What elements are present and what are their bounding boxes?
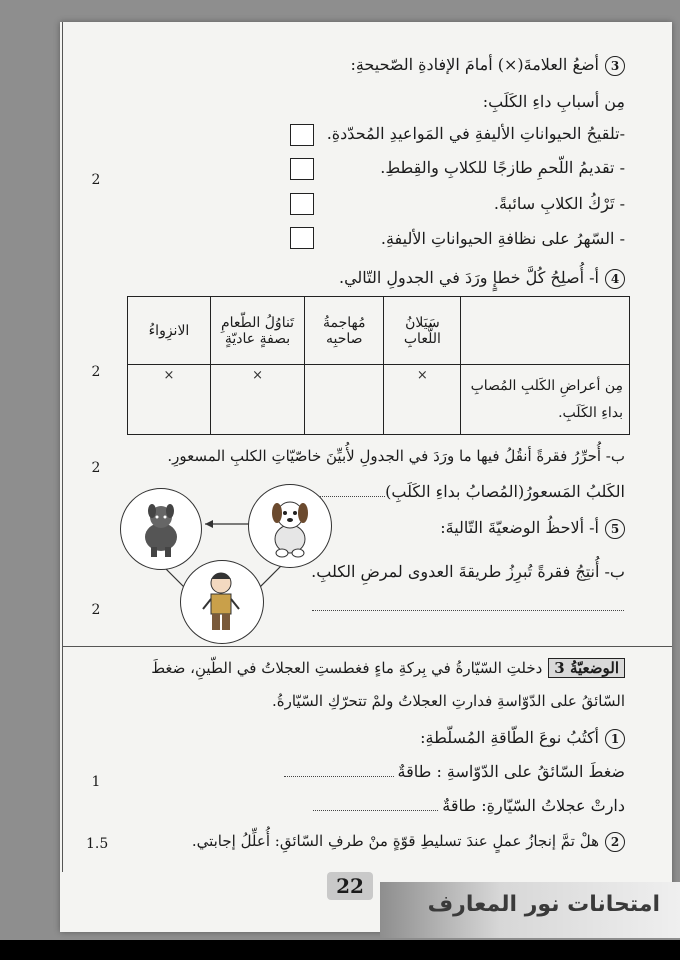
- q5b-instruction: ب- أُنتِجُ فقرةً تُبرِزُ طريقةَ العدوى لمرضِ الكلبِ.: [311, 562, 625, 581]
- q4-header-eating: تَناوُلُ الطّعامِ بصفةٍ عاديّةٍ: [210, 297, 304, 365]
- situation3-line2: السّائقُ على الدّوّاسةِ فدارتِ العجلاتُ ولمْ تتحرّكِ السّيّارةُ.: [271, 692, 625, 710]
- situation3-tag: الوضعيّةُ 3: [548, 658, 625, 678]
- q3-intro: مِن أسبابِ داءِ الكَلَبِ:: [482, 92, 625, 111]
- s3-q1-instruction: 1أكتُبُ نوعَ الطّاقةِ المُسلّطةِ:: [420, 728, 625, 749]
- q4-cell-1[interactable]: ×: [384, 365, 461, 435]
- page-number: 22: [327, 872, 373, 900]
- score-s3-q2: 1.5: [86, 836, 109, 852]
- dog-circle: [248, 484, 332, 568]
- q4b-answer-line: الكَلبُ المَسعورُ(المُصابُ بداءِ الكَلَبِ): [315, 482, 625, 501]
- q3-number: 3: [605, 56, 625, 76]
- q4b-instruction: ب- أُحرِّرُ فقرةً أنقُلُ فيها ما ورَدَ في الجدولِ لأُبيِّنَ خاصّيّاتِ الكلبِ المسعورِ.: [167, 447, 625, 465]
- q5a-instruction: 5أ- ألاحظُ الوضعيّةَ التّاليةَ:: [440, 518, 625, 539]
- score-q3: 2: [91, 172, 101, 188]
- publisher-brand: امتحانات نور المعارف: [427, 892, 660, 917]
- s3-q1-answer1[interactable]: [284, 762, 394, 777]
- s3-q1-number: 1: [605, 729, 625, 749]
- q4-header-empty: [461, 297, 630, 365]
- q3-checkbox-2[interactable]: [290, 158, 314, 180]
- q3-checkbox-3[interactable]: [290, 193, 314, 215]
- s3-q1-answer2[interactable]: [313, 796, 438, 811]
- score-q4a: 2: [91, 364, 101, 380]
- q4-header-salivation: سَيَلانُ اللُّعابِ: [384, 297, 461, 365]
- q5-number: 5: [605, 519, 625, 539]
- q3-checkbox-4[interactable]: [290, 227, 314, 249]
- s3-q2-instruction: 2هلْ تمَّ إنجازُ عملٍ عندَ تسليطِ قوّةٍ منْ طرفِ السّائقِ: أُعلِّلُ إجابتي.: [192, 832, 625, 852]
- q3-option-3: - تَرْكُ الكلابِ سائبةً.: [493, 194, 625, 213]
- q4-number: 4: [605, 269, 625, 289]
- dog-icon: [249, 485, 331, 567]
- infected-dog-circle: [120, 488, 202, 570]
- q4-cell-2[interactable]: [305, 365, 384, 435]
- q4-table: [127, 296, 630, 435]
- score-q5: 2: [91, 602, 101, 618]
- q5b-answer-field[interactable]: [312, 596, 624, 615]
- diagram-arrowhead-1: [205, 520, 213, 528]
- bottom-bar: [0, 940, 680, 960]
- q4-header-isolation: الانزِواءُ: [128, 297, 211, 365]
- boy-circle: [180, 560, 264, 644]
- score-s3-q1: 1: [91, 774, 101, 790]
- section-divider: [62, 646, 672, 647]
- q4-header-attack: مُهاجمةُ صاحبِه: [305, 297, 384, 365]
- s3-q1-line2: دارتْ عجلاتُ السّيّارةِ: طاقةٌ: [313, 796, 625, 815]
- q3-option-4: - السّهرُ على نظافةِ الحيواناتِ الأليفةِ.: [380, 229, 625, 248]
- q4-cell-3[interactable]: ×: [210, 365, 304, 435]
- sick-dog-icon: [121, 489, 201, 569]
- s3-q2-number: 2: [605, 832, 625, 852]
- q4-cell-4[interactable]: ×: [128, 365, 211, 435]
- score-q4b: 2: [91, 460, 101, 476]
- q3-option-2: - تقديمُ اللّحمِ طازجًا للكلابِ والقِططِ.: [380, 158, 625, 177]
- situation3-line1: الوضعيّةُ 3دخلتِ السّيّارةُ في بِركةِ ماءٍ فغطستِ العجلاتُ في الطّينِ، ضغطَ: [151, 658, 625, 678]
- q3-option-1: -تلقيحُ الحيواناتِ الأليفةِ في المَواعيدِ المُحدّدةِ.: [326, 124, 625, 143]
- q4a-instruction: 4أ- أُصلِحُ كُلَّ خطإٍ ورَدَ في الجدولِ التّالي.: [339, 268, 625, 289]
- boy-icon: [181, 561, 263, 643]
- q3-checkbox-1[interactable]: [290, 124, 314, 146]
- s3-q1-line1: ضغطَ السّائقُ على الدّوّاسةِ : طاقةٌ: [284, 762, 625, 781]
- q3-instruction: 3أضعُ العلامةَ(×) أمامَ الإفادةِ الصّحيحةِ:: [350, 55, 625, 76]
- margin-rule: [62, 22, 63, 872]
- q4-row-label: مِن أعراضِ الكَلبِ المُصابِ بداءِ الكَلَبِ.: [461, 365, 630, 435]
